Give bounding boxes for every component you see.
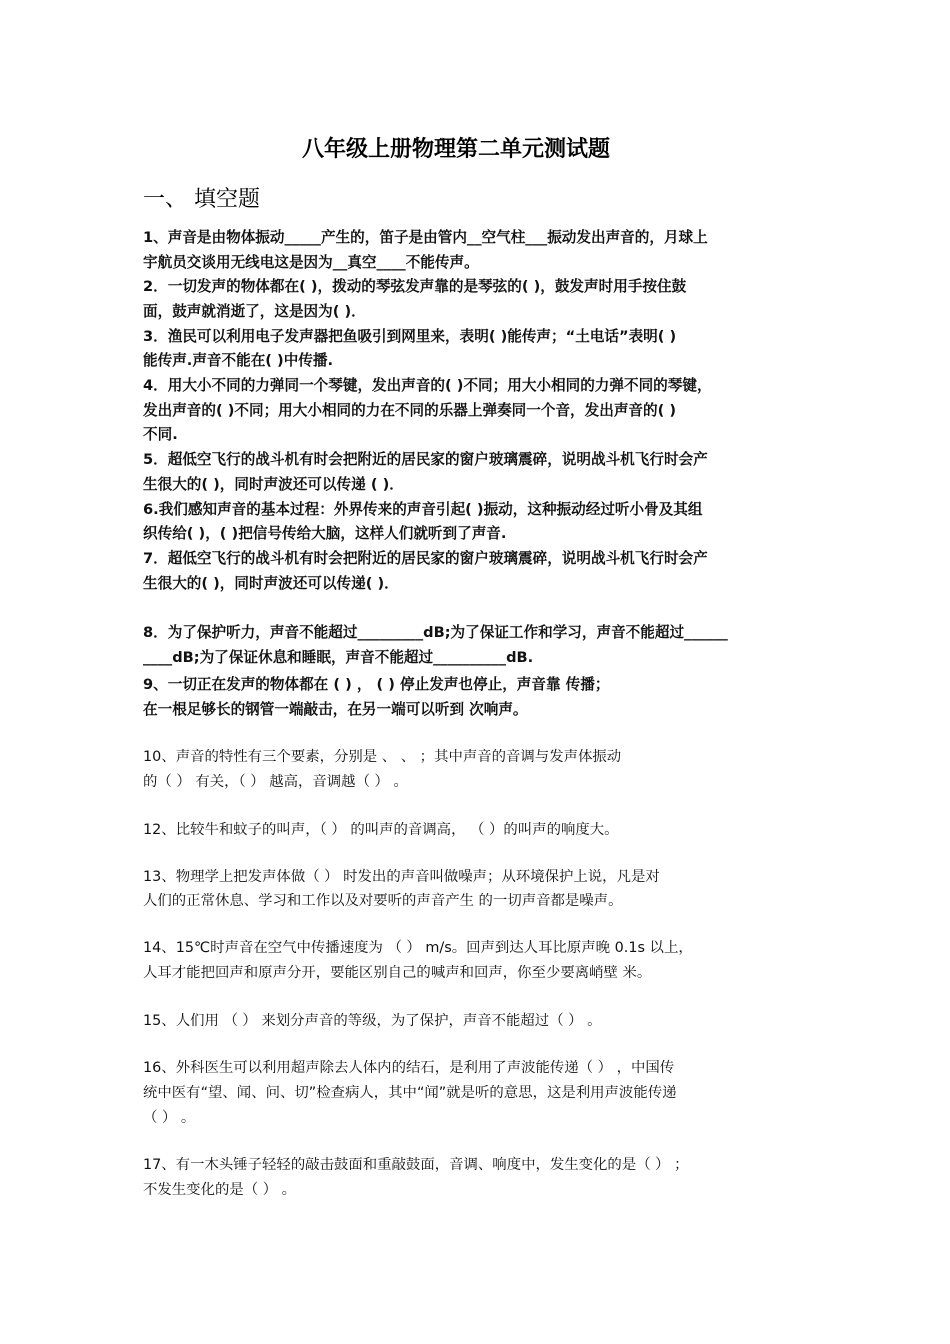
text-line: 发出声音的( )不同；用大小相同的力在不同的乐器上弹奏同一个音，发出声音的( ): [143, 402, 677, 419]
page-title: 八年级上册物理第二单元测试题: [301, 137, 610, 162]
text-line: 8．为了保护听力，声音不能超过_________dB;为了保证工作和学习，声音不能超过______: [143, 624, 728, 641]
text-line: 5．超低空飞行的战斗机有时会把附近的居民家的窗户玻璃震碎，说明战斗机飞行时会产: [143, 451, 708, 468]
text-line: 面，鼓声就消逝了，这是因为( )．: [143, 303, 366, 320]
text-line: 生很大的( )，同时声波还可以传递( )．: [143, 575, 399, 592]
text-line: 人们的正常休息、学习和工作以及对要听的声音产生 的一切声音都是噪声。: [143, 893, 623, 909]
text-line: 14、15℃时声音在空气中传播速度为 （ ） m/s。回声到达人耳比原声晚 0.1s 以上，: [143, 940, 693, 956]
text-line: 能传声.声音不能在( )中传播.: [143, 352, 334, 369]
text-line: 16、外科医生可以利用超声除去人体内的结石，是利用了声波能传递（ ） ，中国传: [143, 1060, 675, 1076]
text-line: 3．渔民可以利用电子发声器把鱼吸引到网里来，表明( )能传声；“土电话”表明( ): [143, 328, 677, 345]
text-line: 2．一切发声的物体都在( )，拨动的琴弦发声靠的是琴弦的( )，鼓发声时用手按住鼓: [143, 278, 687, 295]
text-line: 不发生变化的是（ ） 。: [143, 1182, 297, 1198]
text-line: 17、有一木头锤子轻轻的敲击鼓面和重敲鼓面，音调、响度中，发生变化的是（ ） ；: [143, 1157, 689, 1173]
text-line: 宇航员交谈用无线电这是因为__真空____不能传声。: [143, 254, 479, 271]
text-line: 9、一切正在发声的物体都在 ( ) ， ( ) 停止发声也停止，声音靠 传播；: [143, 676, 610, 693]
text-line: 7．超低空飞行的战斗机有时会把附近的居民家的窗户玻璃震碎，说明战斗机飞行时会产: [143, 550, 708, 567]
text-line: 15、人们用 （ ） 来划分声音的等级，为了保护，声音不能超过（ ） 。: [143, 1013, 602, 1029]
text-line: 6.我们感知声音的基本过程：外界传来的声音引起( )振动，这种振动经过听小骨及其组: [143, 501, 703, 518]
text-line: ____dB;为了保证休息和睡眠，声音不能超过__________dB.: [143, 649, 534, 666]
text-line: 12、比较牛和蚊子的叫声，（ ） 的叫声的音调高， （ ）的叫声的响度大。: [143, 822, 619, 838]
text-line: 织传给( )，( )把信号传给大脑，这样人们就听到了声音.: [143, 525, 507, 542]
text-line: 4．用大小不同的力弹同一个琴键，发出声音的( )不同；用大小相同的力弹不同的琴键，: [143, 377, 712, 394]
text-line: 10、声音的特性有三个要素，分别是 、 、 ；其中声音的音调与发声体振动: [143, 749, 622, 765]
section-heading: 一、 填空题: [143, 187, 260, 212]
text-line: 人耳才能把回声和原声分开，要能区别自己的喊声和回声，你至少要离峭壁 米。: [143, 965, 652, 981]
text-line: 在一根足够长的钢管一端敲击，在另一端可以听到 次响声。: [143, 701, 528, 718]
text-line: 统中医有“望、闻、问、切”检查病人，其中“闻”就是听的意思，这是利用声波能传递: [143, 1085, 677, 1101]
text-line: 13、物理学上把发声体做（ ） 时发出的声音叫做噪声；从环境保护上说，凡是对: [143, 869, 660, 885]
text-line: 的（ ） 有关，（ ） 越高，音调越（ ） 。: [143, 774, 408, 790]
text-line: 1、声音是由物体振动_____产生的，笛子是由管内__空气柱___振动发出声音的，月球上: [143, 229, 708, 246]
text-line: 不同.: [143, 426, 178, 443]
text-line: 生很大的( )，同时声波还可以传递 ( )．: [143, 476, 404, 493]
text-line: （ ） 。: [143, 1110, 196, 1126]
